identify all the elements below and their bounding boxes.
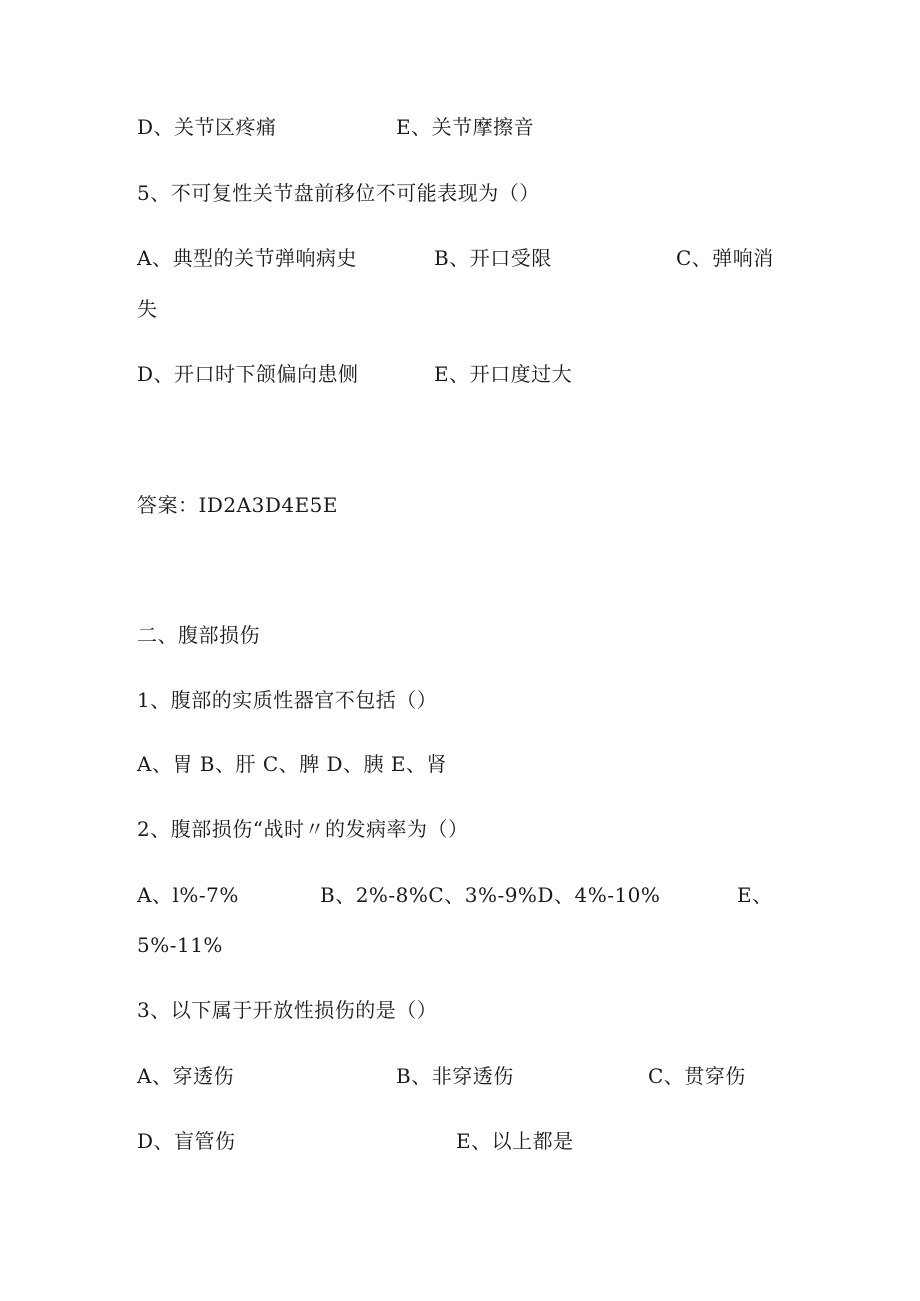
section-title: 二、腹部损伤 <box>137 623 260 647</box>
q4-option-d: D、关节区疼痛 <box>137 115 277 139</box>
q5-option-b: B、开口受限 <box>434 246 552 270</box>
answer-key: 答案：ID2A3D4E5E <box>137 493 339 517</box>
q2-question: 2、腹部损伤“战时〃的发病率为（） <box>137 817 469 841</box>
q5-question: 5、不可复性关节盘前移位不可能表现为（） <box>137 181 540 205</box>
q3-option-c: C、贯穿伤 <box>648 1064 746 1088</box>
q2-options-bcd: B、2%-8%C、3%-9%D、4%-10% <box>320 883 661 907</box>
q1-options: A、胃 B、肝 C、脾 D、胰 E、肾 <box>137 752 448 776</box>
q2-option-e: E、 <box>737 883 773 907</box>
q3-question: 3、以下属于开放性损伤的是（） <box>137 998 438 1022</box>
q5-option-d: D、开口时下颌偏向患侧 <box>137 362 359 386</box>
q5-option-a: A、典型的关节弹响病史 <box>137 246 357 270</box>
q5-option-c: C、弹响消 <box>676 246 774 270</box>
q5-option-c-continued: 失 <box>137 297 158 321</box>
q4-option-e: E、关节摩擦音 <box>396 115 535 139</box>
q3-option-b: B、非穿透伤 <box>396 1064 514 1088</box>
q3-option-a: A、穿透伤 <box>137 1064 234 1088</box>
q2-option-a: A、l%-7% <box>137 883 239 907</box>
q2-option-e-continued: 5%-11% <box>137 933 223 957</box>
q1-question: 1、腹部的实质性器官不包括（） <box>137 688 438 712</box>
q3-option-d: D、盲管伤 <box>137 1129 236 1153</box>
q5-option-e: E、开口度过大 <box>434 362 573 386</box>
q3-option-e: E、以上都是 <box>456 1129 574 1153</box>
